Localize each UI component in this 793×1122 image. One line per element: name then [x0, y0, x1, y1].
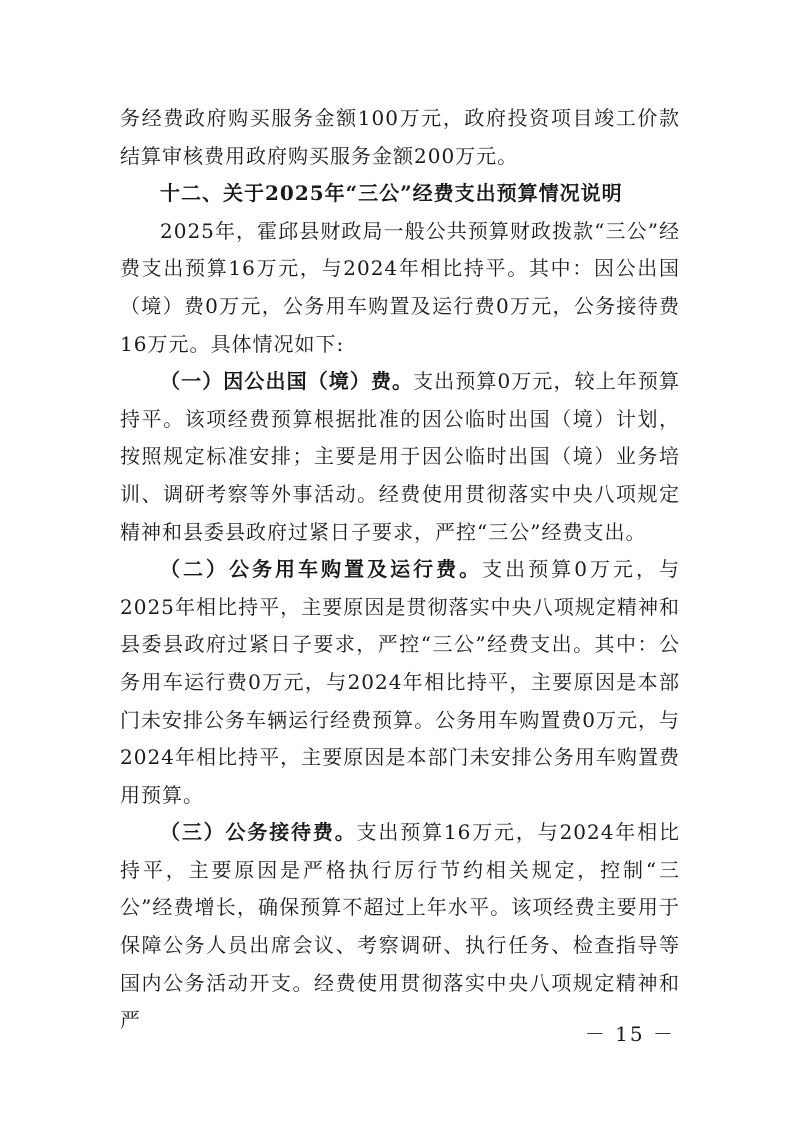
document-body — [120, 100, 680, 1040]
paragraph-intro: 2025年，霍邱县财政局一般公共预算财政拨款“三公”经费支出预算16万元，与2024年相比持平。其中：因公出国（境）费0万元，公务用车购置及运行费0万元，公务接待费16万元。具体情况如下: — [120, 218, 680, 356]
page-number: － 15 － — [584, 1022, 675, 1046]
item-1-body: 支出预算0万元，较上年预算持平。该项经费预算根据批准的因公临时出国（境）计划，按照规定标准安排；主要是用于因公临时出国（境）业务培训、调研考察等外事活动。经费使用贯彻落实中央八项规定精神和县委县政府过紧日子要求，严控“三公”经费支出。 — [120, 369, 680, 544]
item-3-title: （三）公务接待费。 — [160, 820, 357, 845]
item-3-body: 支出预算16万元，与2024年相比持平，主要原因是严格执行厉行节约相关规定，控制“三公”经费增长，确保预算不超过上年水平。该项经费主要用于保障公务人员出席会议、考察调研、执行任务、检查指导等国内公务活动开支。经费使用贯彻落实中央八项规定精神和严 — [120, 820, 680, 1033]
item-1-title: （一）因公出国（境）费。 — [160, 369, 414, 394]
item-2-title: （二）公务用车购置及运行费。 — [160, 557, 483, 582]
paragraph-item-3 — [120, 814, 680, 1040]
paragraph-item-2 — [120, 551, 680, 814]
paragraph-continuation: 务经费政府购买服务金额100万元，政府投资项目竣工价款结算审核费用政府购买服务金额200万元。 — [120, 106, 680, 168]
paragraph-item-1 — [120, 363, 680, 551]
item-2-body: 支出预算0万元，与2025年相比持平，主要原因是贯彻落实中央八项规定精神和县委县政府过紧日子要求，严控“三公”经费支出。其中：公务用车运行费0万元，与2024年相比持平，主要原因是本部门未安排公务车辆运行经费预算。公务用车购置费0万元，与2024年相比持平，主要原因是本部门未安排公务用车购置费用预算。 — [120, 557, 680, 807]
section-heading: 十二、关于2025年“三公”经费支出预算情况说明 — [160, 181, 623, 206]
